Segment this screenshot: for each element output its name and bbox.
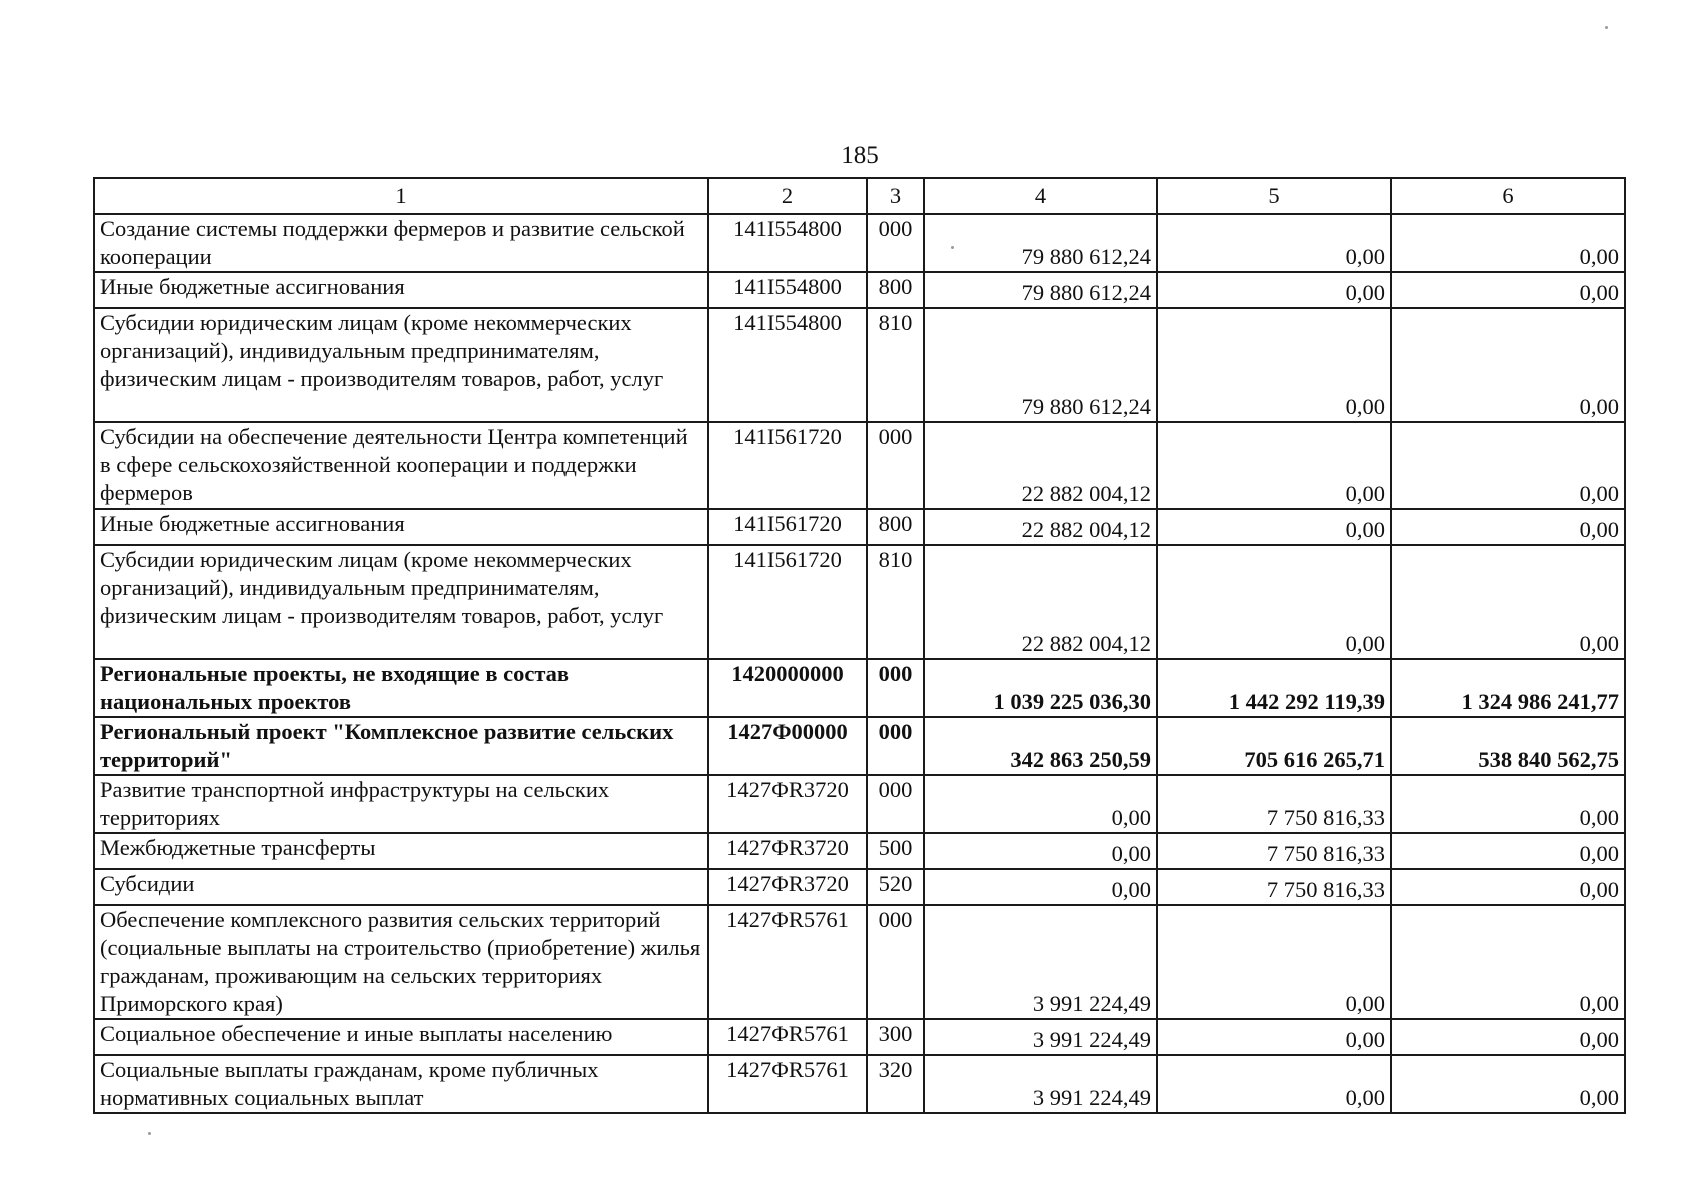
table-row — [94, 869, 1625, 905]
row-name-cell: Межбюджетные трансферты — [94, 833, 708, 869]
table-row — [94, 545, 1625, 659]
row-value-col4-cell: 79 880 612,24 — [924, 308, 1157, 422]
table-row — [94, 905, 1625, 1019]
table-row — [94, 272, 1625, 308]
row-value-col5-cell: 7 750 816,33 — [1157, 775, 1391, 833]
row-name-cell: Иные бюджетные ассигнования — [94, 509, 708, 545]
row-value-col5-cell: 0,00 — [1157, 905, 1391, 1019]
row-expense-type-cell: 800 — [867, 509, 924, 545]
header-cell: 6 — [1391, 178, 1625, 214]
table-row — [94, 422, 1625, 509]
row-value-col6-cell: 0,00 — [1391, 775, 1625, 833]
table-row — [94, 1055, 1625, 1113]
row-name-cell: Субсидии на обеспечение деятельности Центра компетенций в сфере сельскохозяйственной кооперации и поддержки фермеров — [94, 422, 708, 509]
row-code-cell: 1420000000 — [708, 659, 867, 717]
row-name-cell: Социальное обеспечение и иные выплаты населению — [94, 1019, 708, 1055]
page-number: 185 — [841, 142, 879, 169]
budget-table — [93, 177, 1626, 1114]
row-name-cell: Субсидии юридическим лицам (кроме некоммерческих организаций), индивидуальным предпринимателям, физическим лицам - производителям товаров, работ, услуг — [94, 308, 708, 422]
row-value-col5-cell: 0,00 — [1157, 308, 1391, 422]
row-value-col6-cell: 0,00 — [1391, 1055, 1625, 1113]
header-cell: 1 — [94, 178, 708, 214]
row-value-col4-cell: 79 880 612,24 — [924, 272, 1157, 308]
row-code-cell: 141I554800 — [708, 272, 867, 308]
header-cell: 2 — [708, 178, 867, 214]
row-expense-type-cell: 000 — [867, 659, 924, 717]
row-code-cell: 141I561720 — [708, 509, 867, 545]
row-value-col6-cell: 538 840 562,75 — [1391, 717, 1625, 775]
row-name-cell: Субсидии юридическим лицам (кроме некоммерческих организаций), индивидуальным предпринимателям, физическим лицам - производителям товаров, работ, услуг — [94, 545, 708, 659]
row-value-col4-cell: 1 039 225 036,30 — [924, 659, 1157, 717]
row-name-cell: Развитие транспортной инфраструктуры на сельских территориях — [94, 775, 708, 833]
row-code-cell: 1427ФR5761 — [708, 1055, 867, 1113]
table-row — [94, 509, 1625, 545]
row-expense-type-cell: 320 — [867, 1055, 924, 1113]
row-code-cell: 1427ФR5761 — [708, 905, 867, 1019]
row-code-cell: 141I561720 — [708, 422, 867, 509]
row-value-col5-cell: 0,00 — [1157, 422, 1391, 509]
header-cell: 3 — [867, 178, 924, 214]
row-expense-type-cell: 810 — [867, 545, 924, 659]
table-row — [94, 1019, 1625, 1055]
table-row — [94, 775, 1625, 833]
row-value-col4-cell: 0,00 — [924, 869, 1157, 905]
row-value-col5-cell: 7 750 816,33 — [1157, 869, 1391, 905]
row-name-cell: Социальные выплаты гражданам, кроме публичных нормативных социальных выплат — [94, 1055, 708, 1113]
row-code-cell: 1427Ф00000 — [708, 717, 867, 775]
table-row — [94, 214, 1625, 272]
scan-speck — [951, 246, 954, 249]
row-name-cell: Создание системы поддержки фермеров и развитие сельской кооперации — [94, 214, 708, 272]
row-expense-type-cell: 500 — [867, 833, 924, 869]
row-name-cell: Региональные проекты, не входящие в состав национальных проектов — [94, 659, 708, 717]
row-name-cell: Субсидии — [94, 869, 708, 905]
table-row — [94, 833, 1625, 869]
row-value-col4-cell: 22 882 004,12 — [924, 509, 1157, 545]
scan-speck — [148, 1132, 151, 1135]
row-value-col4-cell: 79 880 612,24 — [924, 214, 1157, 272]
table-row — [94, 717, 1625, 775]
row-expense-type-cell: 520 — [867, 869, 924, 905]
row-value-col4-cell: 342 863 250,59 — [924, 717, 1157, 775]
row-value-col6-cell: 0,00 — [1391, 905, 1625, 1019]
row-value-col6-cell: 0,00 — [1391, 869, 1625, 905]
row-value-col6-cell: 0,00 — [1391, 308, 1625, 422]
header-cell: 5 — [1157, 178, 1391, 214]
row-value-col5-cell: 705 616 265,71 — [1157, 717, 1391, 775]
row-expense-type-cell: 000 — [867, 214, 924, 272]
row-value-col4-cell: 3 991 224,49 — [924, 1055, 1157, 1113]
row-code-cell: 141I554800 — [708, 214, 867, 272]
row-value-col6-cell: 0,00 — [1391, 214, 1625, 272]
row-expense-type-cell: 810 — [867, 308, 924, 422]
row-value-col5-cell: 7 750 816,33 — [1157, 833, 1391, 869]
header-cell: 4 — [924, 178, 1157, 214]
row-value-col4-cell: 0,00 — [924, 775, 1157, 833]
scan-speck — [1605, 26, 1608, 29]
row-value-col4-cell: 0,00 — [924, 833, 1157, 869]
row-value-col4-cell: 3 991 224,49 — [924, 905, 1157, 1019]
row-value-col5-cell: 0,00 — [1157, 1055, 1391, 1113]
row-value-col5-cell: 0,00 — [1157, 272, 1391, 308]
row-value-col4-cell: 22 882 004,12 — [924, 545, 1157, 659]
table-row — [94, 308, 1625, 422]
table-header-row — [94, 178, 1625, 214]
row-value-col6-cell: 0,00 — [1391, 545, 1625, 659]
table-row — [94, 659, 1625, 717]
row-expense-type-cell: 300 — [867, 1019, 924, 1055]
row-name-cell: Иные бюджетные ассигнования — [94, 272, 708, 308]
row-expense-type-cell: 800 — [867, 272, 924, 308]
row-expense-type-cell: 000 — [867, 775, 924, 833]
row-expense-type-cell: 000 — [867, 422, 924, 509]
row-value-col5-cell: 0,00 — [1157, 509, 1391, 545]
row-code-cell: 1427ФR5761 — [708, 1019, 867, 1055]
row-code-cell: 141I554800 — [708, 308, 867, 422]
row-value-col4-cell: 3 991 224,49 — [924, 1019, 1157, 1055]
row-code-cell: 1427ФR3720 — [708, 775, 867, 833]
row-value-col6-cell: 0,00 — [1391, 509, 1625, 545]
row-value-col5-cell: 0,00 — [1157, 545, 1391, 659]
row-value-col6-cell: 0,00 — [1391, 833, 1625, 869]
row-expense-type-cell: 000 — [867, 905, 924, 1019]
row-code-cell: 1427ФR3720 — [708, 833, 867, 869]
row-value-col4-cell: 22 882 004,12 — [924, 422, 1157, 509]
row-value-col5-cell: 1 442 292 119,39 — [1157, 659, 1391, 717]
row-value-col6-cell: 0,00 — [1391, 1019, 1625, 1055]
row-value-col5-cell: 0,00 — [1157, 214, 1391, 272]
row-value-col6-cell: 1 324 986 241,77 — [1391, 659, 1625, 717]
row-value-col5-cell: 0,00 — [1157, 1019, 1391, 1055]
row-name-cell: Обеспечение комплексного развития сельских территорий (социальные выплаты на строительство (приобретение) жилья гражданам, проживающим на сельских территориях Приморского края) — [94, 905, 708, 1019]
row-expense-type-cell: 000 — [867, 717, 924, 775]
row-code-cell: 141I561720 — [708, 545, 867, 659]
row-code-cell: 1427ФR3720 — [708, 869, 867, 905]
row-name-cell: Региональный проект "Комплексное развитие сельских территорий" — [94, 717, 708, 775]
row-value-col6-cell: 0,00 — [1391, 422, 1625, 509]
row-value-col6-cell: 0,00 — [1391, 272, 1625, 308]
